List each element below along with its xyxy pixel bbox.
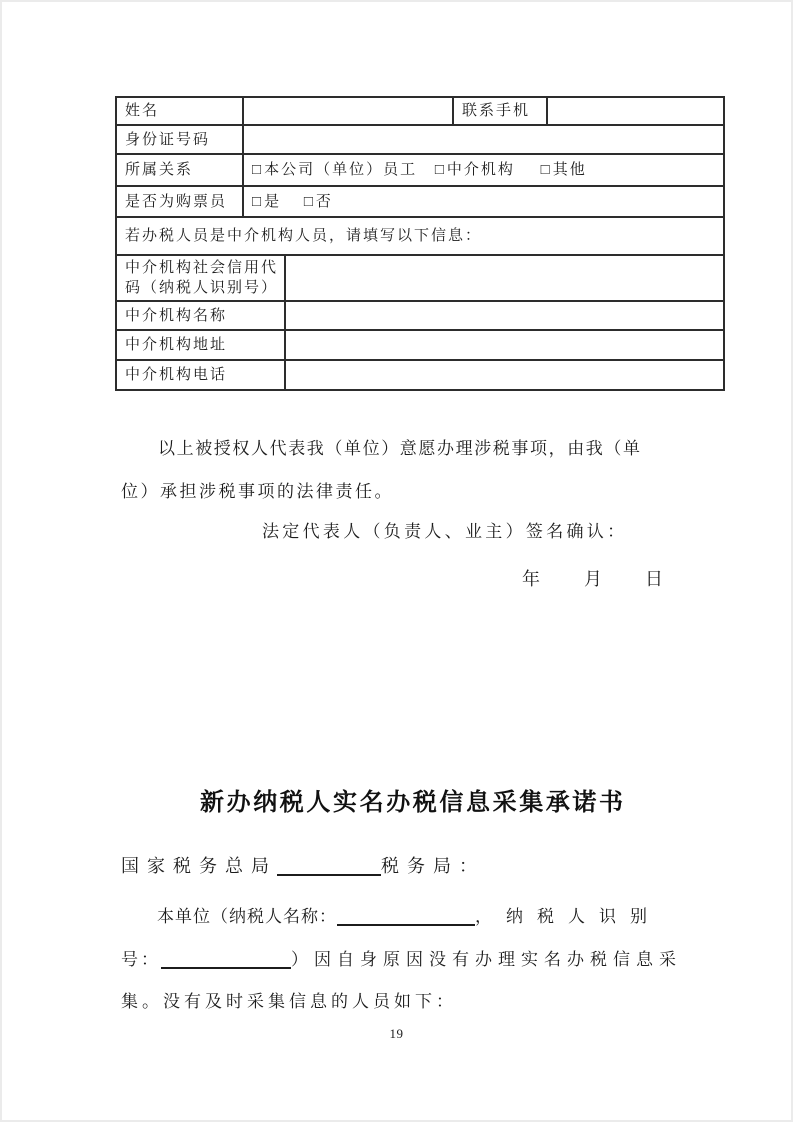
table-row-name — [116, 97, 724, 125]
commitment-body-line2-tail: ）因自身原因没有办理实名办税信息采 — [291, 950, 682, 969]
page-number: 19 — [389, 1026, 404, 1041]
checkbox-icon: □ — [540, 162, 552, 178]
relation-option-label: 中介机构 — [446, 162, 515, 178]
authorization-paragraph-line2: 位）承担涉税事项的法律责任。 — [121, 482, 394, 501]
commitment-body-line3: 集。没有及时采集信息的人员如下： — [121, 992, 457, 1011]
ticket-buyer-options-cell — [243, 186, 724, 217]
table-row-agency-code — [116, 255, 724, 301]
table-row-agency-name — [116, 301, 724, 330]
agency-code-label: 中介机构社会信用代码（纳税人识别号） — [116, 255, 285, 301]
relation-option-employee — [252, 162, 417, 178]
date-day-label: 日 — [645, 569, 663, 589]
taxpayer-id-label: 号： — [121, 950, 161, 969]
date-month-label: 月 — [584, 569, 602, 589]
relation-label: 所属关系 — [116, 154, 243, 186]
phone-value-cell — [547, 97, 724, 125]
relation-option-agency — [435, 162, 515, 178]
agency-address-label: 中介机构地址 — [116, 330, 285, 360]
agency-phone-label: 中介机构电话 — [116, 360, 285, 390]
commitment-body-line1 — [157, 904, 661, 930]
name-value-cell — [243, 97, 453, 125]
phone-label: 联系手机 — [453, 97, 547, 125]
date-year-label: 年 — [522, 569, 540, 589]
relation-option-other — [541, 162, 587, 178]
agency-note: 若办税人员是中介机构人员，请填写以下信息： — [116, 217, 724, 255]
checkbox-icon: □ — [434, 162, 446, 178]
relation-option-label: 其他 — [552, 162, 587, 178]
salutation-line — [121, 852, 485, 880]
table-row-agency-address — [116, 330, 724, 360]
name-label: 姓名 — [116, 97, 243, 125]
agency-code-value-cell — [285, 255, 724, 301]
agency-phone-value-cell — [285, 360, 724, 390]
table-row-id-number — [116, 125, 724, 154]
relation-options-cell — [243, 154, 724, 186]
table-row-relation — [116, 154, 724, 186]
table-row-agency-phone — [116, 360, 724, 390]
id-number-label: 身份证号码 — [116, 125, 243, 154]
commitment-title: 新办纳税人实名办税信息采集承诺书 — [200, 789, 626, 816]
table-row-agency-note — [116, 217, 724, 255]
salutation-suffix: 税务局： — [381, 856, 485, 876]
id-number-value-cell — [243, 125, 724, 154]
checkbox-icon: □ — [303, 193, 315, 210]
tax-bureau-fill-in-blank — [277, 874, 381, 876]
ticket-buyer-option-label: 否 — [315, 193, 333, 210]
ticket-buyer-label: 是否为购票员 — [116, 186, 243, 217]
ticket-buyer-option-yes — [252, 194, 281, 210]
taxpayer-id-fill-in-blank — [161, 967, 291, 969]
taxpayer-name-label: 本单位（纳税人名称： — [157, 907, 337, 926]
authorization-paragraph-line1: 以上被授权人代表我（单位）意愿办理涉税事项，由我（单 — [158, 439, 642, 458]
commitment-body-line1-tail: ，纳税人识别 — [475, 907, 661, 926]
relation-option-label: 本公司（单位）员工 — [264, 162, 418, 178]
checkbox-icon: □ — [252, 162, 264, 178]
signature-confirmation-label: 法定代表人（负责人、业主）签名确认： — [262, 522, 628, 541]
agency-name-value-cell — [285, 301, 724, 330]
taxpayer-name-fill-in-blank — [337, 924, 475, 926]
checkbox-icon: □ — [252, 193, 264, 210]
table-row-ticket-buyer — [116, 186, 724, 217]
ticket-buyer-option-no — [304, 194, 333, 210]
ticket-buyer-option-label: 是 — [264, 193, 282, 210]
date-line — [522, 566, 663, 592]
agency-name-label: 中介机构名称 — [116, 301, 285, 330]
commitment-body-line2 — [121, 947, 682, 973]
tax-agent-info-table — [115, 96, 725, 391]
agency-address-value-cell — [285, 330, 724, 360]
salutation-prefix: 国家税务总局 — [121, 856, 277, 876]
